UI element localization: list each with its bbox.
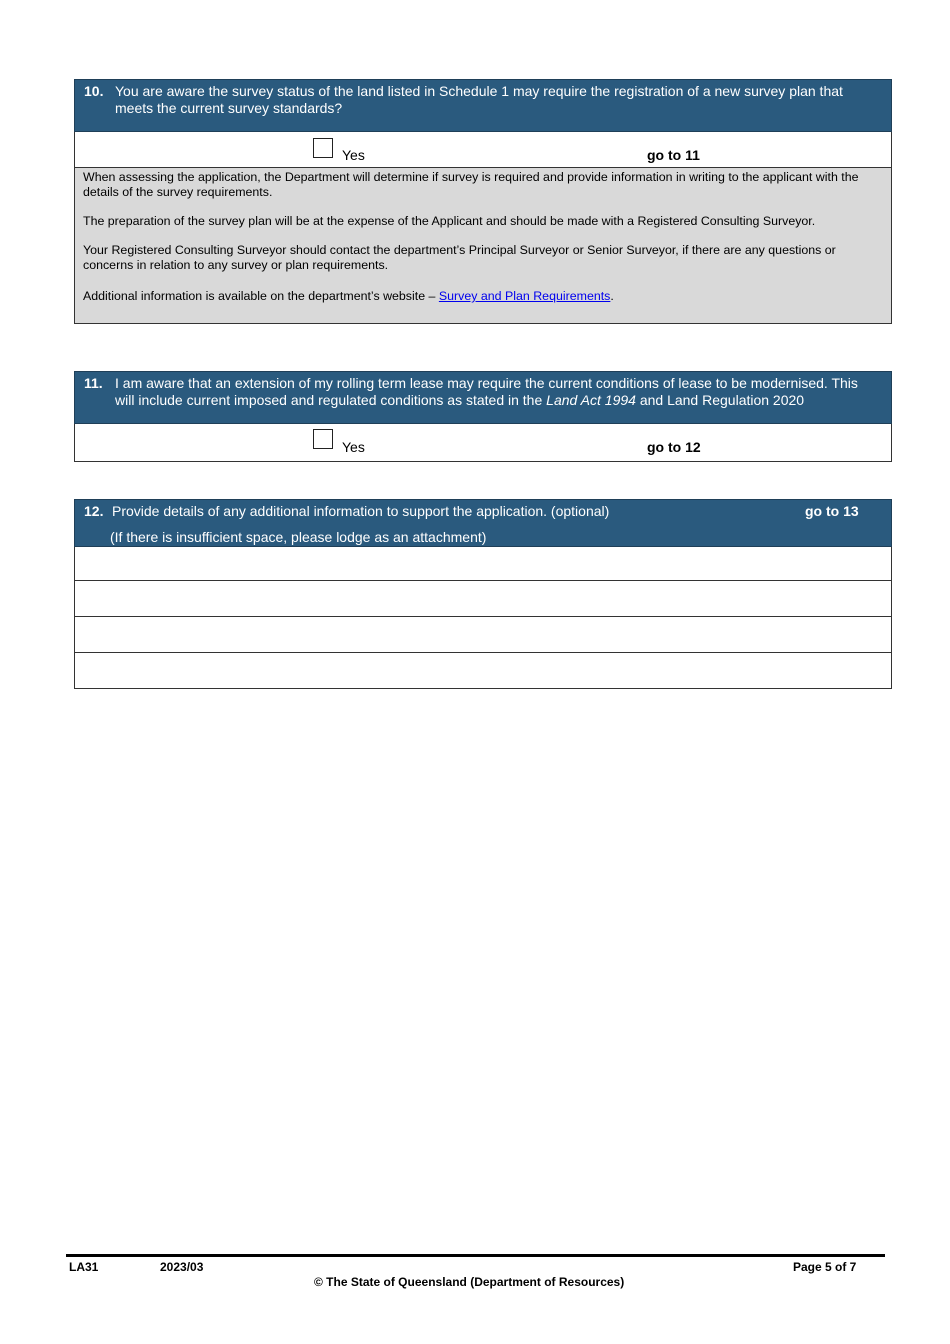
- form-version: 2023/03: [160, 1260, 204, 1274]
- question-11-section: [74, 371, 892, 462]
- info-paragraph: [83, 289, 881, 304]
- info-paragraph: When assessing the application, the Department will determine if survey is required and provide information in writing to the applicant with the details of the survey requirements.: [83, 170, 859, 199]
- question-10-answer-row: [74, 132, 892, 168]
- question-number: 10.: [84, 83, 104, 99]
- question-number: 12.: [84, 503, 104, 519]
- page-number: Page 5 of 7: [793, 1260, 857, 1274]
- goto-label: go to 13: [805, 503, 859, 519]
- question-10-header: [74, 79, 892, 132]
- question-11-header: [74, 371, 892, 424]
- question-subtext: (If there is insufficient space, please lodge as an attachment): [110, 529, 487, 545]
- footer-rule: [66, 1254, 885, 1257]
- goto-label: go to 12: [647, 439, 701, 455]
- copyright: © The State of Queensland (Department of Resources): [314, 1275, 625, 1289]
- question-text-part: and Land Regulation 2020: [635, 392, 805, 408]
- question-text: You are aware the survey status of the land listed in Schedule 1 may require the registration of a new survey plan that meets the current survey standards?: [115, 83, 843, 116]
- yes-checkbox[interactable]: [313, 429, 333, 449]
- question-text-part: I am aware that an extension of my rolling term lease may require the current conditions of lease to be modernised. This will include current imposed and regulated conditions as stated in the: [115, 375, 858, 408]
- details-input-line-4[interactable]: [74, 653, 892, 689]
- question-10-section: [74, 79, 892, 324]
- details-input-line-3[interactable]: [74, 617, 892, 653]
- details-input-line-1[interactable]: [74, 547, 892, 581]
- survey-info-panel: [74, 168, 892, 324]
- question-12-section: [74, 499, 892, 689]
- yes-checkbox[interactable]: [313, 138, 333, 158]
- yes-label: Yes: [342, 147, 365, 163]
- goto-label: go to 11: [647, 147, 700, 163]
- question-number: 11.: [84, 375, 103, 391]
- act-name: Land Act 1994: [546, 392, 636, 408]
- question-text: [115, 375, 891, 409]
- form-code: LA31: [69, 1260, 99, 1274]
- survey-plan-requirements-link[interactable]: Survey and Plan Requirements: [438, 289, 611, 303]
- question-11-answer-row: [74, 424, 892, 462]
- info-text: .: [610, 289, 614, 303]
- info-paragraph: Your Registered Consulting Surveyor should contact the department’s Principal Surveyor or Senior Surveyor, if there are any questions or concerns in relation to any survey or plan requirements.: [83, 243, 836, 272]
- yes-label: Yes: [342, 439, 365, 455]
- question-text: Provide details of any additional information to support the application. (optional): [112, 503, 610, 519]
- details-input-line-2[interactable]: [74, 581, 892, 617]
- info-text: Additional information is available on the department’s website –: [83, 289, 439, 303]
- info-paragraph: The preparation of the survey plan will be at the expense of the Applicant and should be made with a Registered Consulting Surveyor.: [83, 214, 816, 228]
- question-12-header: [74, 499, 892, 547]
